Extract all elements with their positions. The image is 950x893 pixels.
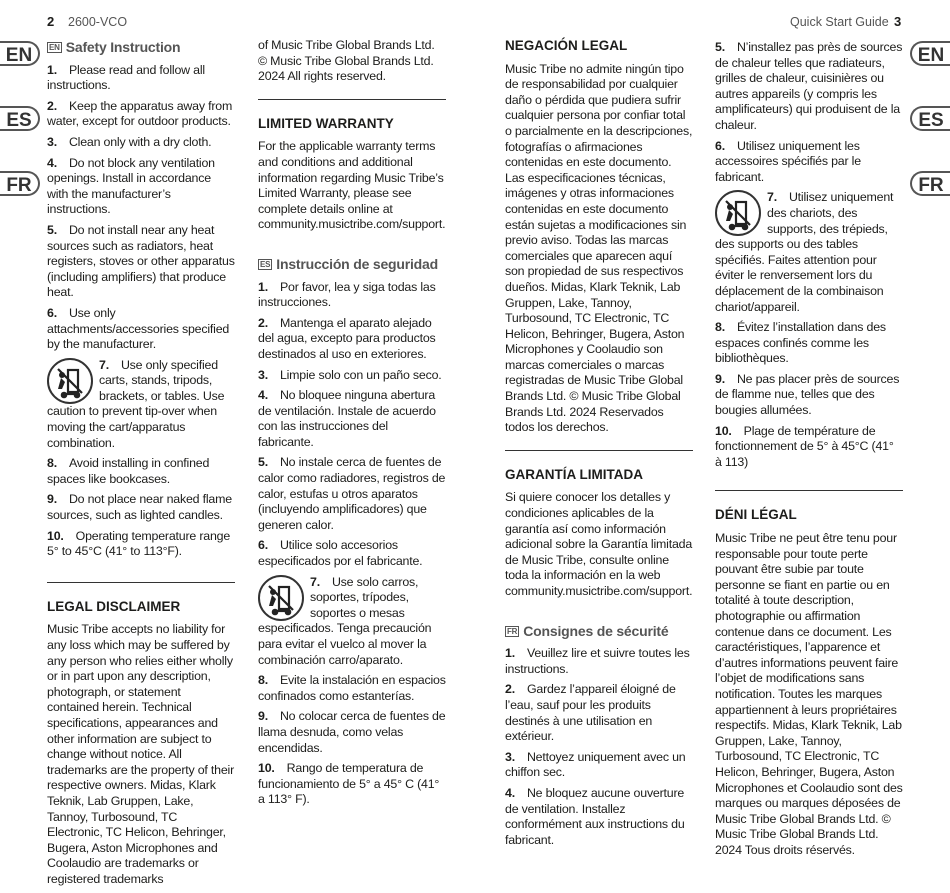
list-item: 3. Clean only with a dry cloth.: [47, 134, 212, 149]
limited-warranty-text: For the applicable warranty terms and conditions and additional information regarding Music Tribe’s Limited Warranty, please see complete details online at community.musictribe.com/support.: [258, 139, 446, 232]
legal-disclaimer-heading: LEGAL DISCLAIMER: [47, 598, 181, 614]
list-item: 10. Rango de temperatura de funcionamiento de 5° a 45° C (41° a 113° F).: [258, 761, 440, 807]
right-header-title: Quick Start Guide: [790, 15, 889, 29]
heading-text: Consignes de sécurité: [523, 622, 669, 639]
list-item-cart: 7. Use only specified carts, stands, tripods, brackets, or tables. Use caution to prevent tip-over when moving the cart/apparatus combination.: [47, 357, 225, 450]
column-4: [715, 40, 903, 864]
column-1: [47, 40, 235, 893]
deni-legal-text: Music Tribe ne peut être tenu pour responsable pour toute perte pouvant être subie par toute personne se fiant en partie ou en totalité à toute description, photographie ou affirmation contenue dans ce document. Les caractéristiques, l’apparence et d’autres informations peuvent faire l’objet de modifications sans notification. Toutes les marques appartiennent à leurs propriétaires respectifs. Midas, Klark Teknik, Lab Gruppen, Lake, Tannoy, Turbosound, TC Electronic, TC Helicon, Behringer, Bugera, Aston Microphones et Coolaudio sont des marques ou marques déposées de Music Tribe Global Brands Ltd. © Music Tribe Global Brands Ltd. 2024 Tous droits réservés.: [715, 531, 903, 857]
safety-heading-en: [47, 40, 235, 56]
list-item: 6. Use only attachments/accessories specified by the manufacturer.: [47, 305, 230, 352]
garantia-limitada-text: Si quiere conocer los detalles y condiciones aplicables de la garantía así como información adicional sobre la Garantía limitada de Music Tribe, consulte online toda la información en la web community.musictribe.com/support.: [505, 490, 693, 598]
garantia-limitada-heading: GARANTÍA LIMITADA: [505, 466, 643, 482]
list-item: 8. Évitez l’installation dans des espaces confinés comme les bibliothèques.: [715, 320, 886, 366]
list-item: 6. Utilisez uniquement les accessoires spécifiés par le fabricant.: [715, 138, 861, 184]
left-header-title: 2600-VCO: [68, 15, 128, 29]
list-item: 1. Please read and follow all instructions.: [47, 62, 205, 93]
list-item: 3. Limpie solo con un paño seco.: [258, 367, 442, 382]
legal-disclaimer-continued: of Music Tribe Global Brands Ltd. © Music Tribe Global Brands Ltd. 2024 All rights reserved.: [258, 38, 435, 84]
list-item-cart: 7. Use solo carros, soportes, trípodes, soportes o mesas especificados. Tenga precaución para evitar el vuelco al mover la combinación carro/aparato.: [258, 574, 432, 667]
list-item: 9. Ne pas placer près de sources de flamme nue, telles que des bougies allumées.: [715, 371, 900, 418]
list-item: 10. Operating temperature range 5° to 45°C (41° to 113°F).: [47, 528, 231, 559]
heading-text: Instrucción de seguridad: [276, 255, 438, 272]
divider: [47, 582, 235, 583]
lang-tag: FR: [507, 626, 518, 636]
tab-fr-left[interactable]: FR: [0, 171, 40, 196]
list-item-cart: 7. Utilisez uniquement des chariots, des supports, des trépieds, des supports ou des tables spécifiés. Faites attention pour éviter le renversement lors du déplacement de la combinaison chariot/appareil.: [715, 190, 894, 314]
column-2: [258, 38, 446, 813]
list-item: 5. No instale cerca de fuentes de calor como radiadores, registros de calor, estufas u otros aparatos (incluyendo amplificadores) que generen calor.: [258, 455, 446, 532]
tab-es-right[interactable]: ES: [910, 106, 950, 131]
list-item: 2. Mantenga el aparato alejado del agua, excepto para productos destinados al uso en exteriores.: [258, 315, 436, 361]
list-item: 4. No bloquee ninguna abertura de ventilación. Instale de acuerdo con las instrucciones del fabricante.: [258, 388, 436, 449]
divider: [505, 450, 693, 451]
list-item: 4. Ne bloquez aucune ouverture de ventilation. Installez conformément aux instructions du fabricant.: [505, 785, 685, 847]
divider: [715, 490, 903, 491]
tab-en-left[interactable]: EN: [0, 41, 40, 66]
negacion-legal-heading: NEGACIÓN LEGAL: [505, 38, 628, 53]
negacion-legal-text: Music Tribe no admite ningún tipo de responsabilidad por cualquier daño o pérdida que pudiera sufrir cualquier persona por confiar total o parcialmente en la descripciones, fotografías o afirmaciones contenidas en este documento. Las especificaciones técnicas, imágenes y otras informaciones contenidas en este documento están sujetas a modificaciones sin previo aviso. Todas las marcas comerciales que aparecen aquí son propiedad de sus respectivos dueños. Midas, Klark Teknik, Lab Gruppen, Lake, Tannoy, Turbosound, TC Electronic, TC Helicon, Behringer, Bugera, Aston Microphones y Coolaudio son marcas comerciales o marcas registradas de Music Tribe Global Brands Ltd. © Music Tribe Global Brands Ltd. 2024 Reservados todos los derechos.: [505, 61, 693, 435]
list-item: 5. Do not install near any heat sources such as radiators, heat registers, stoves or other apparatus (including amplifiers) that produce heat.: [47, 222, 235, 300]
deni-legal-heading: DÉNI LÉGAL: [715, 507, 797, 523]
right-page-number: 3: [894, 14, 902, 29]
safety-heading-fr: [505, 624, 693, 640]
list-item: 4. Do not block any ventilation openings. Install in accordance with the manufacturer’s instructions.: [47, 155, 215, 217]
tab-es-left[interactable]: ES: [0, 106, 40, 131]
list-item: 10. Plage de température de fonctionnement de 5° à 45°C (41° à 113): [715, 423, 894, 469]
limited-warranty-heading: LIMITED WARRANTY: [258, 115, 394, 131]
heading-text: Safety Instruction: [65, 39, 181, 55]
column-3: [505, 38, 693, 853]
divider: [258, 99, 446, 100]
lang-tag: EN: [49, 43, 60, 53]
list-item: 2. Gardez l’appareil éloigné de l’eau, sauf pour les produits destinés à une utilisation en extérieur.: [505, 682, 676, 744]
list-item: 5. N’installez pas près de sources de chaleur telles que radiateurs, grilles de chaleur, cuisinières ou autres appareils (y compris les amplificateurs) qui produisent de la chaleur.: [715, 40, 903, 132]
list-item: 1. Por favor, lea y siga todas las instrucciones.: [258, 279, 436, 310]
tab-en-right[interactable]: EN: [910, 41, 950, 66]
list-item: 6. Utilice solo accesorios especificados por el fabricante.: [258, 538, 423, 569]
lang-tag: ES: [260, 260, 271, 270]
cart-tipover-warning-icon: [47, 358, 93, 404]
list-item: 2. Keep the apparatus away from water, except for outdoor products.: [47, 98, 233, 129]
cart-tipover-warning-icon: [715, 190, 761, 236]
tab-fr-right[interactable]: FR: [910, 171, 950, 196]
list-item: 3. Nettoyez uniquement avec un chiffon sec.: [505, 749, 686, 780]
left-page-number: 2: [47, 14, 55, 29]
list-item: 1. Veuillez lire et suivre toutes les instructions.: [505, 646, 690, 676]
list-item: 8. Evite la instalación en espacios confinados como estanterías.: [258, 673, 446, 703]
list-item: 9. No colocar cerca de fuentes de llama desnuda, como velas encendidas.: [258, 709, 446, 755]
legal-disclaimer-text: Music Tribe accepts no liability for any loss which may be suffered by any person who relies either wholly or in part upon any description, photograph, or statement contained herein. Technical specifications, appearances and other information are subject to change without notice. All trademarks are the property of their respective owners. Midas, Klark Teknik, Lab Gruppen, Lake, Tannoy, Turbosound, TC Electronic, TC Helicon, Behringer, Bugera, Aston Microphones and Coolaudio are trademarks or registered trademarks: [47, 622, 235, 886]
cart-tipover-warning-icon: [258, 575, 304, 621]
list-item: 9. Do not place near naked flame sources, such as lighted candles.: [47, 492, 232, 523]
list-item: 8. Avoid installing in confined spaces like bookcases.: [47, 456, 210, 486]
safety-heading-es: [258, 257, 446, 273]
